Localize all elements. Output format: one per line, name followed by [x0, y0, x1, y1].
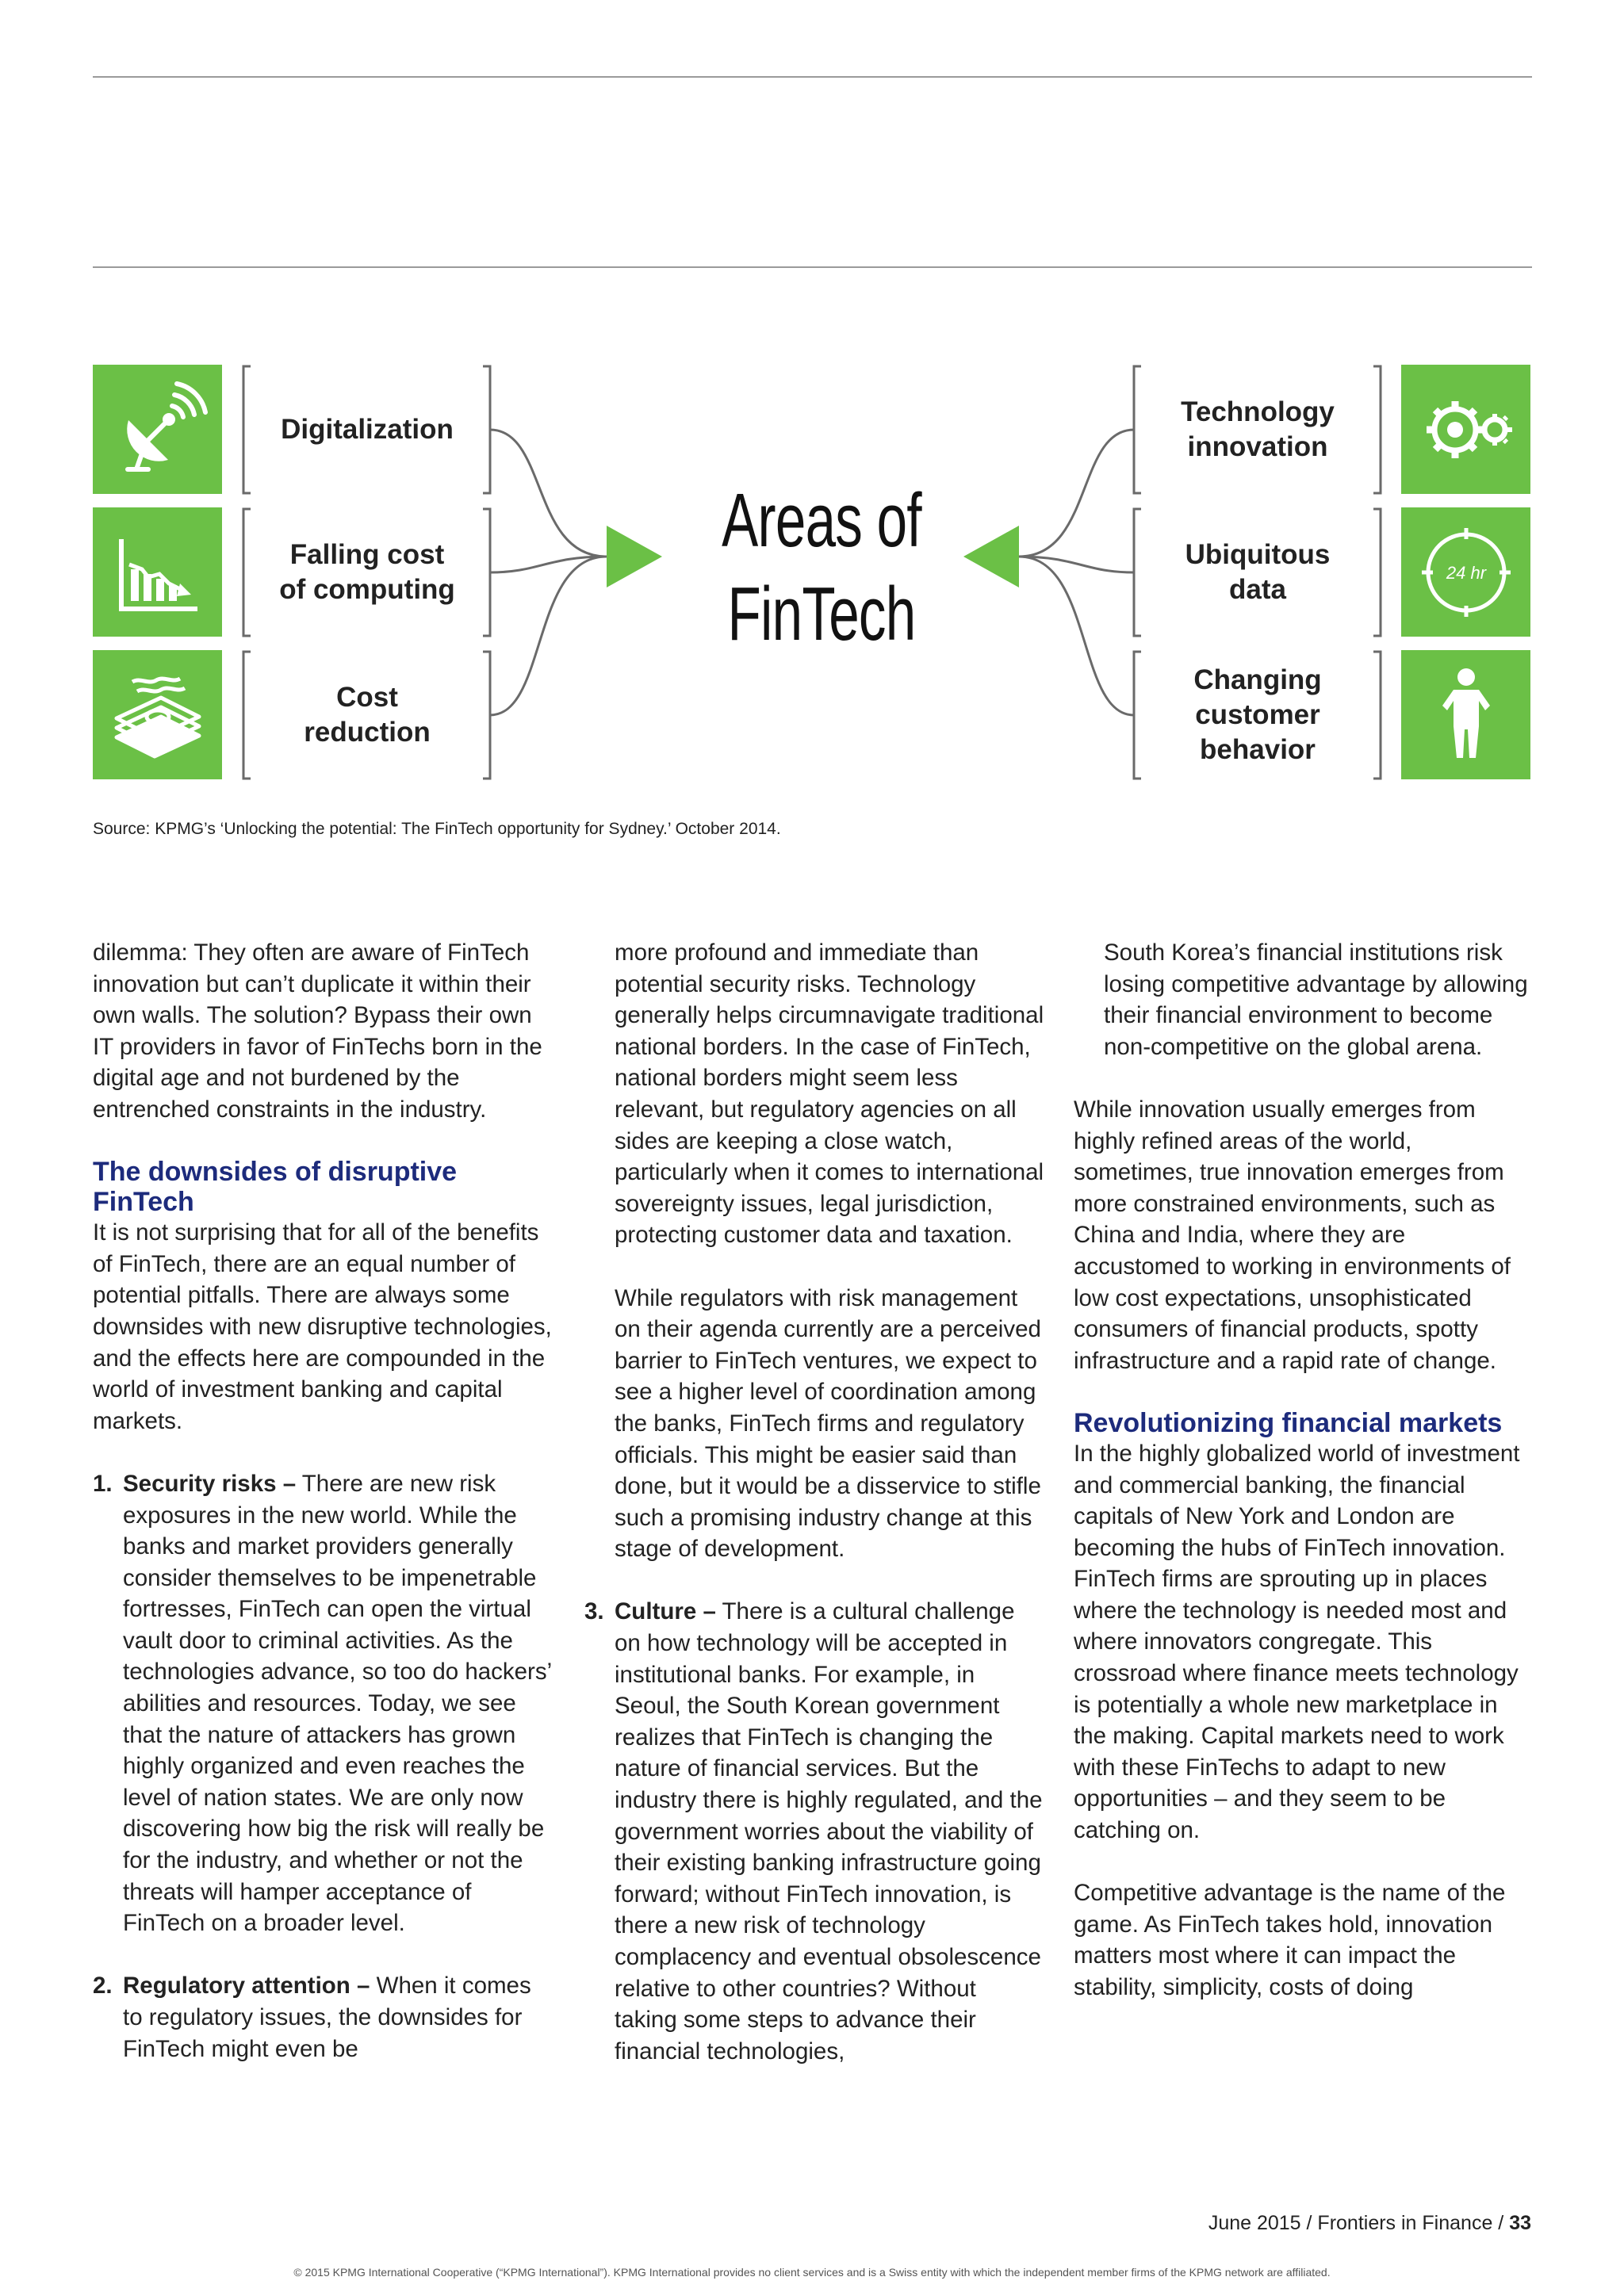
footer-date-publication: June 2015 / Frontiers in Finance / — [1208, 2212, 1510, 2234]
center-title-line1: Areas of — [722, 478, 921, 563]
label-cost-reduction: Cost reduction — [304, 682, 431, 748]
col3-paragraph-3: In the highly globalized world of investment and commercial banking, the financial capitals of New York and London are becoming the hubs of FinTech innovation. FinTech firms are sprouting up in places where the technology is needed most and where innovators congregate. This crossroad where finance meets technology is potentially a whole new marketplace in the making. Capital markets need to work with these FinTechs to adapt to new opportunities – and they seem to be catching on. — [1074, 1440, 1520, 1844]
diagram-center-title — [707, 474, 936, 661]
list-keyword: Security risks – — [123, 1470, 297, 1497]
satellite-dish-icon — [93, 365, 222, 494]
col2-paragraph-2: While regulators with risk management on their agenda currently are a perceived barrier to FinTech ventures, we expect to see a higher level of coordination among the banks, FinTech firms and regulatory officials. This might be easier said than done, but it would be a disservice to stifle such a promising industry change at this stage of development. — [615, 1284, 1041, 1563]
col2-paragraph-1: more profound and immediate than potential security risks. Technology generally helps circumnavigate traditional national borders. In the case of FinTech, national borders might seem less relevant, but regulatory agencies on all sides are keeping a close watch, particularly when it comes to international sovereignty issues, legal jurisdiction, protecting customer data and taxation. — [615, 939, 1044, 1249]
list-number: 1. — [93, 1470, 113, 1497]
list-number: 3. — [584, 1598, 604, 1625]
right-curve-3 — [1019, 557, 1134, 715]
label-ubiquitous-data: Ubiquitous data — [1185, 539, 1331, 605]
list-item-security-risks — [93, 1468, 553, 1939]
list-keyword: Regulatory attention – — [123, 1973, 370, 1999]
left-curve-3 — [490, 557, 607, 715]
list-text: There is a cultural challenge on how technology will be accepted in institutional banks. For example, in Seoul, the South Korean government realizes that FinTech is changing the nature of financial services. But the industry there is highly regulated, and the government worries about the viability of their existing banking infrastructure going forward; without FinTech innovation, is there a new risk of technology complacency and eventual obsolescence relative to other countries? Without taking some steps to advance their financial technologies, — [615, 1598, 1043, 2064]
clock-text: 24 hr — [1446, 563, 1487, 583]
label-changing-customer-behavior: Changing customer behavior — [1193, 664, 1322, 765]
heading-downsides: The downsides of disruptive FinTech — [93, 1157, 458, 1218]
gears-icon — [1401, 365, 1530, 494]
list-number: 2. — [93, 1973, 113, 1999]
col1-paragraph-1: dilemma: They often are aware of FinTech innovation but can’t duplicate it within their own walls. The solution? Bypass their own IT providers in favor of FinTechs born in the digital age and not burdened by the entrenched constraints in the industry. — [93, 939, 542, 1123]
label-falling-cost: Falling cost of computing — [279, 539, 455, 605]
diagram-connectors — [0, 0, 1624, 832]
label-technology-innovation: Technology innovation — [1181, 396, 1335, 462]
person-icon — [1401, 650, 1530, 779]
list-item-culture — [584, 1596, 1044, 2067]
clock-24hr-icon — [1401, 507, 1530, 637]
col3-paragraph-4: Competitive advantage is the name of the game. As FinTech takes hold, innovation matters most where it can impact the stability, simplicity, costs of doing — [1074, 1880, 1506, 2000]
left-arrow-icon — [607, 526, 662, 587]
col3-paragraph-2: While innovation usually emerges from highly refined areas of the world, sometimes, true innovation emerges from more constrained environments, such as China and India, where they are accustomed to working in environments of low cost expectations, unsophisticated consumers of financial products, spotty infrastructure and a rapid rate of change. — [1074, 1096, 1511, 1374]
source-note: Source: KPMG’s ‘Unlocking the potential: The FinTech opportunity for Sydney.’ October 2014. — [93, 820, 781, 838]
declining-bar-chart-icon — [93, 507, 222, 637]
list-keyword: Culture – — [615, 1598, 716, 1625]
center-title-line2: FinTech — [727, 572, 916, 656]
list-text: There are new risk exposures in the new world. While the banks and market providers generally consider themselves to be impenetrable fortresses, FinTech can open the virtual vault door to criminal activities. As the technologies advance, so too do hackers’ abilities and resources. Today, we see that the nature of attackers has grown highly organized and even reaches the level of nation states. We are only now discovering how big the risk will really be for the industry, and whether or not the threats will hamper acceptance of FinTech on a broader level. — [123, 1470, 552, 1937]
left-curve-1 — [490, 430, 607, 557]
col1-paragraph-2: It is not surprising that for all of the benefits of FinTech, there are an equal number of potential pitfalls. There are always some downsides with new disruptive technologies, and the effects here are compounded in the world of investment banking and capital markets. — [93, 1219, 552, 1434]
footer-publication — [1208, 2212, 1531, 2235]
column-3 — [1074, 937, 1534, 2003]
list-item-regulatory-attention — [93, 1970, 553, 2064]
column-1 — [93, 937, 553, 2064]
column-2 — [584, 937, 1044, 2067]
copyright-notice: © 2015 KPMG International Cooperative (“KPMG International”). KPMG International provides no client services and is a Swiss entity with which the independent member firms of the KPMG network are affiliated. — [293, 2266, 1331, 2279]
page-number: 33 — [1509, 2212, 1531, 2234]
label-digitalization: Digitalization — [281, 414, 454, 445]
money-stack-icon — [93, 650, 222, 779]
heading-revolutionizing: Revolutionizing financial markets — [1074, 1407, 1503, 1438]
right-arrow-icon — [963, 526, 1019, 587]
col3-paragraph-1: South Korea’s financial institutions risk losing competitive advantage by allowing their financial environment to become non-competitive on the global arena. — [1104, 939, 1528, 1060]
list-text: When it comes to regulatory issues, the downsides for FinTech might even be — [123, 1973, 531, 2062]
right-curve-1 — [1019, 430, 1134, 557]
